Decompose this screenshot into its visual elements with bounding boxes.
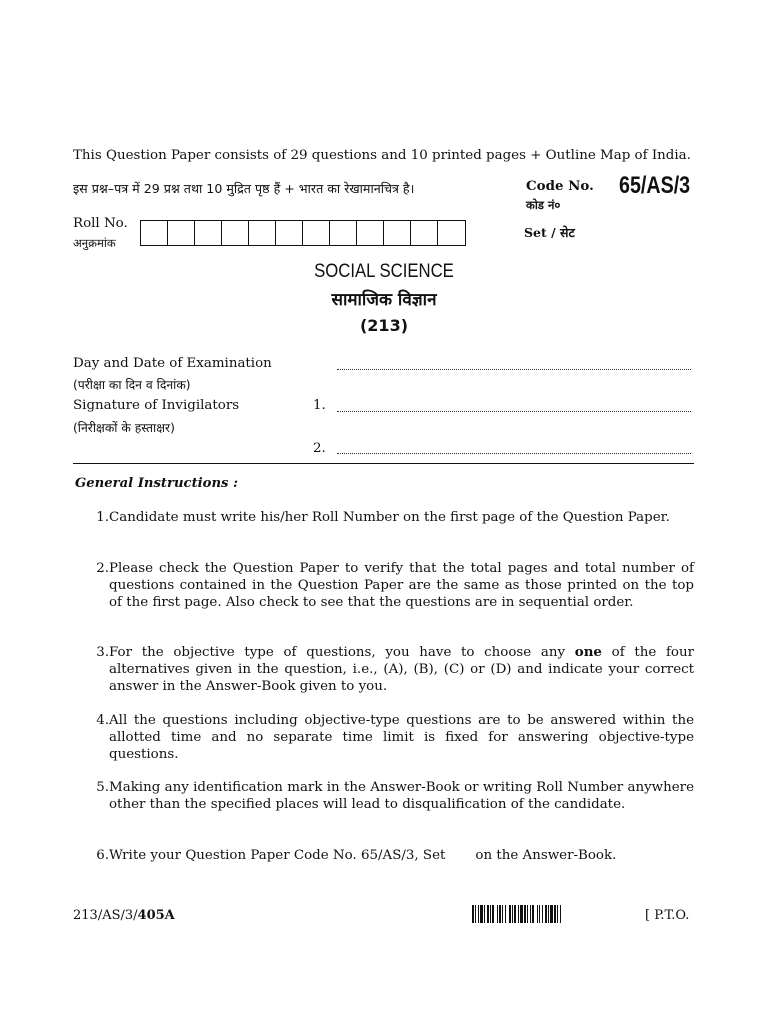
barcode-bar xyxy=(561,905,562,923)
roll-box[interactable] xyxy=(249,221,276,245)
signature-label-hindi: (निरीक्षकों के हस्ताक्षर) xyxy=(73,421,175,435)
roll-box[interactable] xyxy=(411,221,438,245)
instruction-text: Please check the Question Paper to verify that the total pages and total number of questions contained in the Question Paper are the same as those printed on the top of the first page. Also check to see that the questions are in sequential order. xyxy=(109,561,694,610)
instruction-text-emphasis: one xyxy=(574,644,602,660)
roll-box[interactable] xyxy=(303,221,330,245)
roll-label-hindi: अनुक्रमांक xyxy=(73,236,116,250)
instruction-text-part: For the objective type of questions, you have to choose any xyxy=(109,645,575,660)
roll-box[interactable] xyxy=(357,221,384,245)
code-label-hindi: कोड नं० xyxy=(526,198,561,212)
footer-code-prefix: 213/AS/3/ xyxy=(73,908,138,923)
barcode xyxy=(472,905,636,923)
instruction-number: 6. xyxy=(96,848,109,863)
instructions-heading: General Instructions : xyxy=(75,476,238,491)
roll-box[interactable] xyxy=(276,221,303,245)
roll-box[interactable] xyxy=(141,221,168,245)
roll-number-boxes[interactable] xyxy=(140,220,466,246)
signature-field-2[interactable] xyxy=(337,452,691,454)
intro-text-hindi: इस प्रश्न–पत्र में 29 प्रश्न तथा 10 मुद्रित पृष्ठ हैं + भारत का रेखामानचित्र है। xyxy=(73,181,415,196)
instruction-text-part: of the four alternatives given in the question, i.e., (A), (B), (C) or (D) and indicate your correct answer in the Answer-Book given to you. xyxy=(109,645,694,694)
signature-label: Signature of Invigilators xyxy=(73,398,240,413)
roll-label: Roll No. xyxy=(73,216,128,231)
instruction-number: 5. xyxy=(96,780,109,795)
day-date-label: Day and Date of Examination xyxy=(73,356,272,371)
day-date-field[interactable] xyxy=(337,368,691,370)
instruction-text-part: Write your Question Paper Code No. 65/AS/3, Set xyxy=(109,848,446,863)
roll-box[interactable] xyxy=(438,221,465,245)
intro-text: This Question Paper consists of 29 questions and 10 printed pages + Outline Map of India. xyxy=(73,148,691,163)
signature-number-1: 1. xyxy=(313,398,326,413)
instruction-text: Candidate must write his/her Roll Number on the first page of the Question Paper. xyxy=(109,510,670,525)
set-label: Set / सेट xyxy=(524,225,575,240)
signature-field-1[interactable] xyxy=(337,410,691,412)
divider xyxy=(73,463,694,464)
instruction-text: All the questions including objective-type questions are to be answered within the allotted time and no separate time limit is fixed for answering objective-type questions. xyxy=(109,713,694,762)
instruction-number: 1. xyxy=(96,510,109,525)
roll-box[interactable] xyxy=(384,221,411,245)
signature-number-2: 2. xyxy=(313,441,326,456)
subject-code: (213) xyxy=(359,316,409,335)
instruction-text xyxy=(109,847,694,864)
roll-box[interactable] xyxy=(195,221,222,245)
subject-title-hindi: सामाजिक विज्ञान xyxy=(331,290,437,310)
footer-paper-code xyxy=(73,908,175,923)
instruction-text xyxy=(109,644,694,695)
footer-code-bold: 405A xyxy=(137,908,175,923)
instruction-text-part: on the Answer-Book. xyxy=(475,848,617,863)
roll-box[interactable] xyxy=(330,221,357,245)
subject-title: SOCIAL SCIENCE xyxy=(314,261,454,282)
day-date-label-hindi: (परीक्षा का दिन व दिनांक) xyxy=(73,378,191,392)
pto-label: [ P.T.O. xyxy=(645,908,690,923)
roll-box[interactable] xyxy=(222,221,249,245)
code-value: 65/AS/3 xyxy=(619,172,691,199)
instruction-number: 3. xyxy=(96,645,109,660)
roll-box[interactable] xyxy=(168,221,195,245)
instruction-text: Making any identification mark in the Answer-Book or writing Roll Number anywhere other than the specified places will lead to disqualification of the candidate. xyxy=(109,780,694,812)
instruction-number: 4. xyxy=(96,713,109,728)
instruction-number: 2. xyxy=(96,561,109,576)
code-label: Code No. xyxy=(526,178,594,194)
